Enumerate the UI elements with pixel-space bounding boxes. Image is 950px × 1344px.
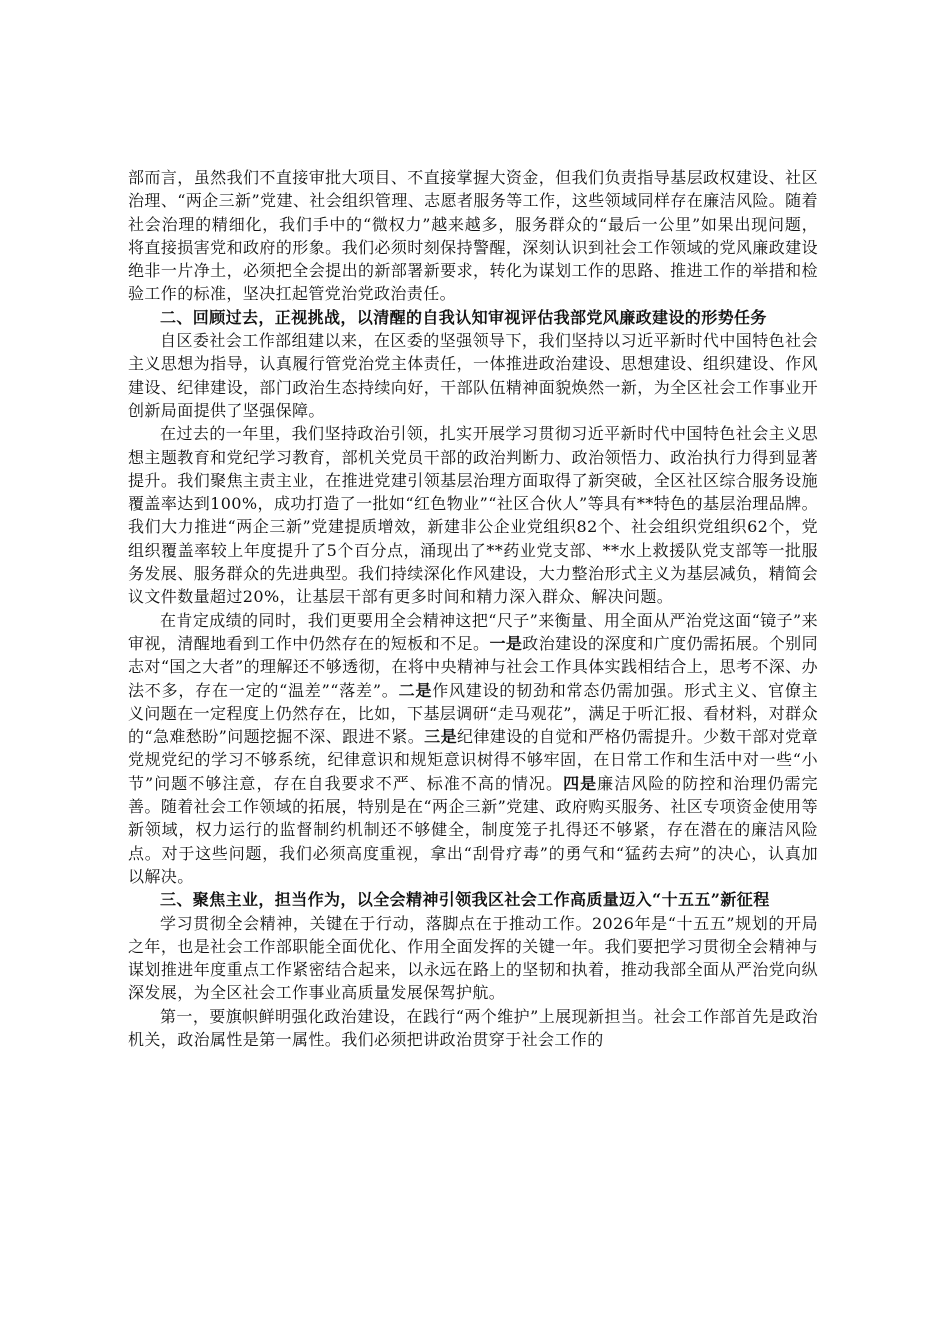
text-segment: 作风建设的韧劲和常态仍需加强。形式主义、官僚主义问题在一定程度上仍然存在，比如，下基层调研“走马观花”，满足于听汇报、看材料，对群众的“急难愁盼”问题挖掘不深、跟进不紧。 bbox=[128, 680, 819, 747]
text-segment: 廉洁风险的防控和治理仍需完善。随着社会工作领域的拓展，特别是在“两企三新”党建、政府购买服务、社区专项资金使用等新领域，权力运行的监督制约机制还不够健全，制度笼子扎得还不够紧，存在潜在的廉洁风险点。对于这些问题，我们必须高度重视，拿出“刮骨疗毒”的勇气和“猛药去疴”的决心，认真加以解决。 bbox=[128, 773, 818, 886]
body-paragraph bbox=[128, 166, 818, 306]
body-paragraph bbox=[128, 329, 818, 422]
text-segment: 部而言，虽然我们不直接审批大项目、不直接掌握大资金，但我们负责指导基层政权建设、社区治理、“两企三新”党建、社会组织管理、志愿者服务等工作，这些领域同样存在廉洁风险。随着社会治理的精细化，我们手中的“微权力”越来越多，服务群众的“最后一公里”如果出现问题，将直接损害党和政府的形象。我们必须时刻保持警醒，深刻认识到社会工作领域的党风廉政建设绝非一片净土，必须把全会提出的新部署新要求，转化为谋划工作的思路、推进工作的举措和检验工作的标准，坚决扛起管党治党政治责任。 bbox=[128, 168, 818, 304]
body-paragraph bbox=[128, 609, 818, 889]
bold-text-segment: 二、回顾过去，正视挑战，以清醒的自我认知审视评估我部党风廉政建设的形势任务 bbox=[160, 307, 767, 327]
document-body bbox=[128, 166, 818, 1051]
bold-text-segment: 四是 bbox=[563, 773, 598, 793]
body-paragraph bbox=[128, 1005, 818, 1052]
bold-text-segment: 一是 bbox=[489, 633, 523, 653]
bold-text-segment: 三、聚焦主业，担当作为，以全会精神引领我区社会工作高质量迈入“十五五”新征程 bbox=[160, 890, 770, 910]
body-paragraph bbox=[128, 422, 818, 608]
text-segment: 第一，要旗帜鲜明强化政治建设，在践行“两个维护”上展现新担当。社会工作部首先是政治机关，政治属性是第一属性。我们必须把讲政治贯穿于社会工作的 bbox=[128, 1006, 818, 1049]
section-heading bbox=[128, 306, 818, 329]
body-paragraph bbox=[128, 912, 818, 1005]
text-segment: 学习贯彻全会精神，关键在于行动，落脚点在于推动工作。2026年是“十五五”规划的开局之年，也是社会工作部职能全面优化、作用全面发挥的关键一年。我们要把学习贯彻全会精神与谋划推进年度重点工作紧密结合起来，以永远在路上的坚韧和执着，推动我部全面从严治党向纵深发展，为全区社会工作事业高质量发展保驾护航。 bbox=[128, 913, 818, 1003]
text-segment: 在肯定成绩的同时，我们更要用全会精神这把“尺子”来衡量、用全面从严治党这面“镜子”来审视，清醒地看到工作中仍然存在的短板和不足。 bbox=[128, 610, 818, 653]
section-heading bbox=[128, 888, 818, 911]
text-segment: 自区委社会工作部组建以来，在区委的坚强领导下，我们坚持以习近平新时代中国特色社会主义思想为指导，认真履行管党治党主体责任，一体推进政治建设、思想建设、组织建设、作风建设、纪律建设，部门政治生态持续向好，干部队伍精神面貌焕然一新，为全区社会工作事业开创新局面提供了坚强保障。 bbox=[128, 331, 818, 420]
text-segment: 纪律建设的自觉和严格仍需提升。少数干部对党章党规党纪的学习不够系统，纪律意识和规矩意识树得不够牢固，在日常工作和生活中对一些“小节”问题不够注意，存在自我要求不严、标准不高的情况。 bbox=[128, 727, 818, 793]
text-segment: 政治建设的深度和广度仍需拓展。个别同志对“国之大者”的理解还不够透彻，在将中央精神与社会工作具体实践相结合上，思考不深、办法不多，存在一定的“温差”“落差”。 bbox=[128, 633, 818, 700]
bold-text-segment: 三是 bbox=[424, 727, 457, 747]
bold-text-segment: 二是 bbox=[398, 680, 433, 700]
text-segment: 在过去的一年里，我们坚持政治引领，扎实开展学习贯彻习近平新时代中国特色社会主义思想主题教育和党纪学习教育，部机关党员干部的政治判断力、政治领悟力、政治执行力得到显著提升。我们聚焦主责主业，在推进党建引领基层治理方面取得了新突破，全区社区综合服务设施覆盖率达到100%，成功打造了一批如“红色物业”“社区合伙人”等具有**特色的基层治理品牌。我们大力推进“两企三新”党建提质增效，新建非公企业党组织82个、社会组织党组织62个，党组织覆盖率较上年度提升了5个百分点，涌现出了**药业党支部、**水上救援队党支部等一批服务发展、服务群众的先进典型。我们持续深化作风建设，大力整治形式主义为基层减负，精简会议文件数量超过20%，让基层干部有更多时间和精力深入群众、解决问题。 bbox=[128, 424, 818, 607]
